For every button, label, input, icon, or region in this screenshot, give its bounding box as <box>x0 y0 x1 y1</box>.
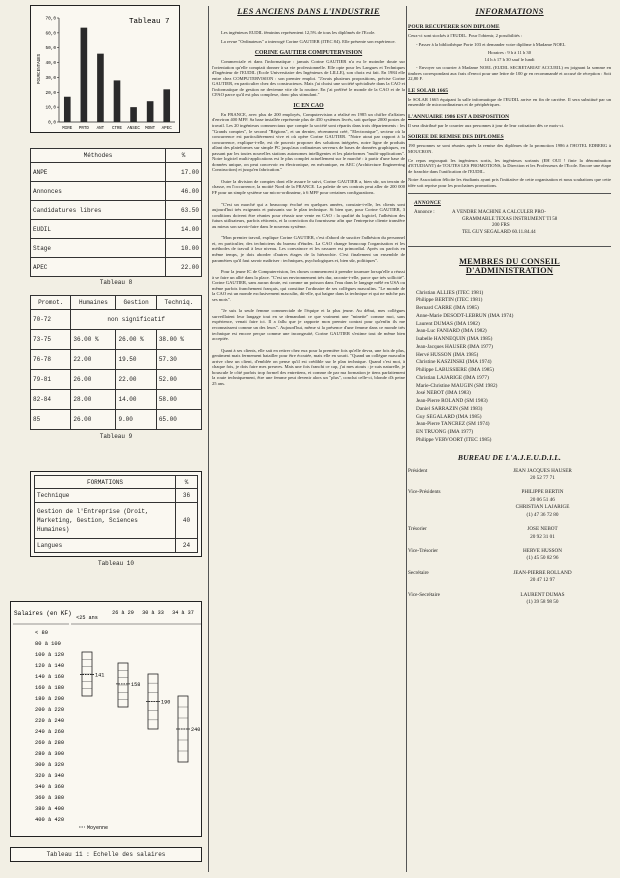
y-tick-label: 20,0 <box>45 90 56 96</box>
annonce-line-3: 200 FRS <box>492 223 510 229</box>
bureau-entry <box>408 526 611 541</box>
bureau-entry <box>408 548 611 563</box>
promo-value-t: 52.00 <box>156 370 201 390</box>
member-item: Anne-Marie DESODT-LEBRUN (IMA 1974) <box>416 312 514 319</box>
middle-column <box>212 6 405 872</box>
divider-annonce <box>408 193 611 194</box>
promo-value-h: 28.00 <box>71 390 116 410</box>
annonce-label: Annonce : <box>414 210 435 216</box>
promo-value-g: 22.00 <box>116 370 156 390</box>
caption-tableau-11: Tableau 11 : Echelle des salaires <box>46 851 166 858</box>
bar <box>163 89 170 122</box>
section2-paragraph: Quant à ses clients, elle sait en retirer chez eux pour la première fois qu'elle devra, une fois de plus, gentiment mais fermement batailler pour être écoutée, mais elle en sourit. "Quand un collègue masculin arrive chez un client, d'emblée on pense qu'il est crédible sur le plan technique. Quand c'est moi, à chaque fois, je dois faire mes preuves. Mais une fois franchi ce cap, j'ai mes atouts : je suis naturelle, je bouscule le côté parfois trop formel des entretiens, et comme de par ma formation je tiens parfaitement la route techniquement, être une femme peut devenir alors un "plus", conclut celle-ci, blonde d'à peine 25 ans. <box>212 347 405 386</box>
bureau-contact-line: PHILIPPE BERTIN <box>521 489 564 496</box>
article-title: LES ANCIENS DANS L'INDUSTRIE <box>237 6 380 16</box>
salary-range-label: 100 à 120 <box>35 652 65 658</box>
diploma-hours-1: Horaires : 9 h à 11 h 30 <box>487 50 532 56</box>
divider-conseil <box>408 246 611 247</box>
col-header-promot: Promot. <box>31 296 71 310</box>
member-item: Bernard CARRE (IMA 1985) <box>416 305 479 312</box>
member-item: EN TRUONG (IMA 1977) <box>416 429 474 436</box>
bureau-list <box>408 468 611 607</box>
member-item: Jean-Jacques HAUSER (IMA 1977) <box>416 343 493 350</box>
table-methodes <box>30 148 202 286</box>
promo-value-h: 26.00 <box>71 410 116 430</box>
salary-header-label: Salaires (en KF) <box>14 610 72 617</box>
salary-range-label: 180 à 200 <box>35 696 65 702</box>
diploma-hours-2: 14 h à 17 h 30 sauf le lundi <box>484 56 535 62</box>
caption-tableau-9: Tableau 9 <box>99 433 133 440</box>
promo-years: 85 <box>31 410 71 430</box>
caption-tableau-10: Tableau 10 <box>97 560 134 567</box>
chart-salaires <box>10 601 202 837</box>
bureau-role: Vice-Secrétaire <box>408 591 440 598</box>
bureau-contact <box>474 548 611 563</box>
promo-years: 82-84 <box>31 390 71 410</box>
bureau-contact <box>474 570 611 585</box>
member-item: Jean-Pierre ROLAND (SM 1983) <box>416 398 488 405</box>
promo-value-g: 9.00 <box>116 410 156 430</box>
y-tick-label: 60,0 <box>45 31 56 37</box>
bureau-contact <box>474 526 611 541</box>
bar <box>147 101 154 122</box>
mean-value-label: 190 <box>161 699 171 706</box>
bureau-contact-line: JOSE NEBOT <box>527 526 558 533</box>
member-item: Christian LAJARIGE (IMA 1977) <box>416 374 489 381</box>
bureau-role: Président <box>408 467 428 474</box>
formation-label: Langues <box>35 539 176 553</box>
table-row <box>35 489 198 503</box>
salary-range-label: < 80 <box>35 630 48 636</box>
salary-range-label: 360 à 380 <box>35 795 65 801</box>
salary-range-label: 380 à 400 <box>35 806 65 812</box>
salary-range-label: 260 à 280 <box>35 740 65 746</box>
salary-range-label: 320 à 340 <box>35 773 65 779</box>
bureau-contact-line: LAURENT DUMAS <box>520 591 565 598</box>
left-column <box>14 5 202 873</box>
column-divider-2 <box>406 6 407 872</box>
salary-range-label: 220 à 240 <box>35 718 65 724</box>
promo-value-h: 26.00 <box>71 370 116 390</box>
caption-tableau-11-box <box>10 847 202 862</box>
methode-value: 63.50 <box>166 201 202 220</box>
age-group-label: 30 à 33 <box>142 610 164 616</box>
salary-range-label: 140 à 160 <box>35 674 65 680</box>
chart-y-label: POURCENTAGES <box>38 53 42 84</box>
member-item: Marie-Christine MAUGIN (SM 1982) <box>416 382 498 389</box>
bureau-title: BUREAU DE L'A.J.E.U.D.I.L. <box>457 452 562 462</box>
table-promotions <box>30 295 202 440</box>
methode-label: APEC <box>31 258 166 277</box>
promo-value-g: 19.50 <box>116 350 156 370</box>
legend-moyenne: Moyenne <box>87 825 109 831</box>
promo-value-t: 65.00 <box>156 410 201 430</box>
soiree-text-1: 190 personnes se sont réunies après la remise des diplômes de la promotion 1986 à l'HOTEL EDBERG à MOUCRON. <box>408 143 611 155</box>
article-subtitle-ic-cao: IC EN CAO <box>293 102 324 109</box>
col-header-formations-percent: % <box>176 476 198 489</box>
bureau-contact-line: CHRISTIAN LAJARIGE <box>515 504 570 511</box>
mean-value-label: 240 <box>191 727 201 733</box>
x-tick-label: APEC <box>161 127 172 131</box>
methode-value: 17.00 <box>166 163 202 182</box>
y-tick-label: 40,0 <box>45 61 56 67</box>
bureau-entry <box>408 489 611 519</box>
x-tick-label: MIRE <box>62 127 73 131</box>
y-tick-label: 10,0 <box>45 105 56 111</box>
promo-years: 76-78 <box>31 350 71 370</box>
methode-label: ANPE <box>31 163 166 182</box>
member-item: Philippe BERTIN (ITEC 1981) <box>416 297 483 304</box>
soiree-text-2: Ce repas regroupait les ingénieurs sortis, les ingénieurs sortants (EH OUI ! finie la dénomination d'ETUDIANT) de TOUTES LES PROMOTIONS, la Direction et les Professeurs de l'Ecole. Encore une étape de franchie dans l'unification de l'EUDIL. <box>408 157 611 174</box>
x-tick-label: ANT <box>96 127 105 131</box>
methode-value: 22.00 <box>166 258 202 277</box>
promo-years: 79-81 <box>31 370 71 390</box>
salary-range-label: 240 à 260 <box>35 729 65 735</box>
section2-paragraph: "Je suis la seule femme commerciale de l'équipe et la plus jeune. Au début, mes collègues surveillaient leur langage tout en se demandant ce que vraiment une "minette" comme moi, sans expérience, venait faire ici. Il a fallu que je rapporte mon premier contrat pour qu'enfin ils me reconnaissent comme un des leurs". Aujourd'hui, même si la présence d'une femme dans ce monde très technique est encore perçue comme une incongruité, Corine GAUTIER s'estime tout de même bien acceptée. <box>212 308 405 342</box>
table-row <box>31 330 202 350</box>
promo-value-g: 26.00 % <box>116 330 156 350</box>
age-group-label: 34 à 37 <box>172 610 194 616</box>
salary-range-label: 120 à 140 <box>35 663 65 669</box>
col-header-percent: % <box>166 149 202 163</box>
salary-range-label: 280 à 300 <box>35 751 65 757</box>
section2-paragraph: "Mon premier travail, explique Corine GAUTIER, c'est d'abord de susciter l'adhésion du personnel et, en particulier, des techniciens du bureau d'études. La CAO change beaucoup l'organisation et les méthodes de travail à leur niveau. Les convaincre et les rassurer est primordial. Après ou parfois en même temps, je dois aborder d'autres étages de la hiérarchie. C'est finalement un ensemble de paramètres qu'il faut savoir maîtriser : techniques, psychologiques et, bien sûr, politiques". <box>212 235 405 263</box>
bureau-contact-line: 20 47 12 97 <box>530 577 555 584</box>
soiree-heading: SOIREE DE REMISE DES DIPLOMES <box>408 134 504 141</box>
col-header-gestion: Gestion <box>116 296 156 310</box>
bar <box>64 97 71 122</box>
promo-value-g: 14.00 <box>116 390 156 410</box>
member-item: Laurent DUMAS (IMA 1982) <box>416 320 480 327</box>
section2-paragraph: Pour la jeune IC de Computervision, les choses commencent à prendre tournure lorsqu'elle a réussi à se faire un allié dans la place. "C'est un environnement très dur, raconte-t-elle, parce que très sollicité". Corine GAUTIER, sans aucun doute, est comme un poisson dans l'eau dans le langage mêlé en USA ou même parfois franchement français, qui constitue l'ordinaire de ses collègues masculins. "Le monde de la CAO est un monde exclusivement masculin, dit-elle, qui baigne dans la technique et qui ne mâche pas ses mots". <box>212 269 405 302</box>
annonce-line-1: A VENDRE MACHINE A CALCULER PRO- <box>452 210 546 216</box>
methode-label: EUDIL <box>31 220 166 239</box>
table-row <box>31 390 202 410</box>
intro-paragraph-1: Les ingénieurs EUDIL féminins représentent 12,5% de tous les diplômés de l'Ecole. <box>221 30 376 35</box>
table-row <box>31 310 202 330</box>
table-row <box>31 350 202 370</box>
right-column <box>408 6 611 872</box>
table-row <box>35 539 198 553</box>
salary-range-label: 300 à 320 <box>35 762 65 768</box>
solar-heading: LE SOLAR 1665 <box>408 87 449 94</box>
col-header-humaines: Humaines <box>71 296 116 310</box>
promo-value-h: 22.00 <box>71 350 116 370</box>
promo-merged-cell: non significatif <box>71 310 202 330</box>
member-item: Philippe VERVOORT (ITEC 1985) <box>416 436 492 443</box>
table-row <box>31 258 202 277</box>
bureau-contact-line: 20 52 77 71 <box>530 475 555 482</box>
member-item: José NEBOT (IMA 1983) <box>416 390 471 397</box>
bureau-entry <box>408 570 611 585</box>
bar <box>114 80 121 122</box>
table-row <box>31 220 202 239</box>
methode-value: 46.00 <box>166 182 202 201</box>
bureau-contact-line: HERVE HUSSON <box>523 547 562 554</box>
x-tick-label: CTRE <box>111 127 123 131</box>
chart-title: Tableau 7 <box>129 18 170 26</box>
bureau-role: Vice-Présidents <box>408 489 441 496</box>
member-item: Hervé HUSSON (IMA 1985) <box>416 351 479 358</box>
article-subtitle-computervision: CORINE GAUTIER COMPUTERVISION <box>254 50 363 57</box>
salary-scale-chart <box>11 602 203 838</box>
bureau-contact-line: (1) 45 50 82 96 <box>526 555 559 562</box>
caption-tableau-8: Tableau 8 <box>99 279 133 286</box>
bureau-contact-line: (1) 39 58 98 50 <box>526 598 559 605</box>
formation-label: Technique <box>35 489 176 503</box>
member-item: Jean-Pierre TANCREZ (SM 1974) <box>416 421 490 428</box>
section2-paragraph: "C'est un marché qui a beaucoup évolué en quelques années, constate-t-elle, les clients sont aujourd'hui très exigeants et puissants sur le plan technique. Si bien que, pour Corine GAUTIER, 3 conditions doivent être réunies pour réussir une vente en CAO : la qualité du logiciel, l'adhésion des futurs utilisateurs, parfois réticents, et la conviction du fournisseur afin que l'entreprise cliente transfère au mieux son savoir-faire dans le nouveau système. <box>212 201 405 229</box>
promo-value-t: 38.00 % <box>156 330 201 350</box>
table-row <box>31 239 202 258</box>
bureau-contact-line: (1) 47 36 72 80 <box>526 511 559 518</box>
x-tick-label: PRTD <box>78 127 89 131</box>
member-item: Christine KASZINSKI (IMA 1974) <box>416 359 492 366</box>
member-item: Jean-Luc FANIARD (IMA 1982) <box>416 328 487 335</box>
col-header-methodes: Méthodes <box>31 149 166 163</box>
diploma-heading: POUR RECUPERER SON DIPLOME <box>408 24 500 30</box>
bureau-contact-line: 20 92 31 01 <box>530 533 555 540</box>
age-group-label: <25 ans <box>76 615 98 621</box>
promo-years: 70-72 <box>31 310 71 330</box>
y-tick-label: 50,0 <box>45 46 56 52</box>
col-header-techniq: Techniq. <box>156 296 201 310</box>
mean-value-label: 158 <box>131 681 141 688</box>
section1-paragraph: Commerciale et dans l'informatique : jamais Corine GAUTIER n'a eu le moindre doute sur l'orientation qu'elle comptait donner à sa vie professionnelle. Elle opte pour les Langues et Techniques d'Ingénieur de l'EUDIL (Ecole Universitaire des Ingénieurs de LILLE), son choix est fait. En 1984 elle entre chez COMPUTERVISION : son premier emploi. "J'avais plusieurs propositions, précise Corine GAUTIER, en particulier chez des constructeurs. Mais j'ai choisi une société spécialisée dans la CAO et l'informatique de gestion ne devienne vite de la routine. En j'ai préféré le monde de la CAO et de la CFAO parce qu'il est plus complexe, donc plus stimulant." <box>212 59 405 98</box>
formation-value: 40 <box>176 503 198 539</box>
table-row <box>31 163 202 182</box>
x-tick-label: ANSEC <box>127 127 140 131</box>
table-row <box>31 182 202 201</box>
bureau-role: Vice-Trésorier <box>408 547 439 554</box>
salary-range-label: 80 à 100 <box>35 641 61 647</box>
bureau-entry <box>408 592 611 607</box>
salary-range-label: 340 à 360 <box>35 784 65 790</box>
bureau-contact-line: 20 06 51 46 <box>530 496 555 503</box>
table-row <box>35 503 198 539</box>
formation-value: 24 <box>176 539 198 553</box>
annonce-line-2: GRAMMABLE TEXAS INSTRUMENT TI 58 <box>462 216 558 222</box>
annonce-line-4: TEL GUY SEGALARD 60.11.84.44 <box>462 230 536 236</box>
salary-range-label: 160 à 180 <box>35 685 65 691</box>
member-item: Christian ALLIES (ITEC 1981) <box>416 289 484 296</box>
mean-value-label: 141 <box>95 672 105 679</box>
age-group-label: 26 à 29 <box>112 610 134 616</box>
methode-label: Annonces <box>31 182 166 201</box>
table-row <box>31 370 202 390</box>
x-tick-label: MONT <box>145 127 156 131</box>
bureau-contact <box>474 489 611 519</box>
bureau-contact-line: JEAN JACQUES HAUSER <box>513 467 572 474</box>
section2-paragraph: Outre la division de comptes dont elle assure le suivi, Corine GAUTIER a, bien sûr, un terrain de chasse, en l'occurrence, la moitié Nord de la FRANCE. La palette de ses contrats peut aller de 200 000 FF pour un simple système sur micro-ordinateur, à 6 MFF pour certaines configurations. <box>212 178 405 196</box>
y-tick-label: 0,0 <box>48 120 56 126</box>
annonce-block <box>408 210 611 236</box>
methode-label: Candidatures libres <box>31 201 166 220</box>
bureau-contact <box>474 592 611 607</box>
table-formations <box>30 471 202 567</box>
annuaire-heading: L'ANNUAIRE 1986 EST A DISPOSITION <box>408 113 510 120</box>
methode-value: 10.00 <box>166 239 202 258</box>
informations-title: INFORMATIONS <box>475 6 544 16</box>
bar <box>81 28 88 122</box>
diploma-option-1: - Passer à la bibliothèque Porte 103 et demander votre diplôme à Madame NOEL <box>416 41 566 47</box>
promo-value-h: 36.00 % <box>71 330 116 350</box>
annonce-lines <box>452 210 611 236</box>
formation-label: Gestion de l'Entreprise (Droit, Marketing, Gestion, Sciences Humaines) <box>35 503 176 539</box>
table-row <box>31 410 202 430</box>
section2-paragraph: En FRANCE, avec plus de 200 employés, Computervision a réalisé en 1985 un chiffre d'affaires d'environ 400 MFF. Sa base installée représente plus de 450 systèmes livrés, soit quelque 2000 postes de travail. Les 20 ingénieurs commerciaux que compte la société sont répartis dans trois départements : les "Grands comptes", le second "Régions", et un dernier, récemment créé, "Electronique", secteur où la concurrence est particulièrement vive et où opère Corine GAUTIER. "Notre atout par rapport à la concurrence, explique-t-elle, est de pouvoir proposer des solutions intégrées, notre ligne de produits allant des plateformes sur simple PC jusqu'aux ordinateurs serveurs de bases de données graphiques, en passant par les toutes nouvelles stations autonomes intelligentes et les plateformes "multi-applications". Notre logiciel multi-applications est le plus complet actuellement sur le marché : à partir d'une base de données unique, on peut concevoir en électronique, en mécanique, en AEC (Architecture Engineering Construction) et jusqu'en fabrication." <box>212 111 405 173</box>
bar-chart <box>31 6 181 134</box>
bureau-contact <box>474 468 611 483</box>
member-item: Daniel SARRAZIN (SM 1983) <box>416 405 483 412</box>
promo-years: 73-75 <box>31 330 71 350</box>
annuaire-text: Il sera distribué par le courrier aux personnes à jour de leur cotisation dès ce mois-ci. <box>408 122 565 128</box>
methode-value: 14.00 <box>166 220 202 239</box>
diploma-option-2: - Envoyer un courrier à Madame NOEL (EUDIL SECRETARIAT ACCUEIL) en joignant la somme en timbres correspondant aux frais d'envoi pour une lettre de 100 gr en recommandé et accusé de réception : Soit 22,80 F. <box>408 65 611 82</box>
formation-value: 36 <box>176 489 198 503</box>
column-divider-1 <box>208 6 209 872</box>
promo-value-t: 58.00 <box>156 390 201 410</box>
intro-paragraph-2: La revue "Ordinateurs" a interrogé Corine GAUTIER (ITEC 84). Elle présente son expérience. <box>221 38 396 44</box>
bureau-contact-line: JEAN-PIERRE ROLLAND <box>513 569 572 576</box>
solar-text: le SOLAR 1665 équipant la salle informatique de l'EUDIL arrive en fin de carrière. Il sera substitué par un ensemble de microordinateurs et de périphériques. <box>408 96 611 108</box>
bureau-entry <box>408 468 611 483</box>
member-item: Isabelle HANNEQUIN (IMA 1985) <box>416 336 493 343</box>
methode-label: Stage <box>31 239 166 258</box>
member-item: Guy SEGALARD (IMA 1985) <box>416 413 482 420</box>
annonce-heading: ANNONCE <box>414 200 441 207</box>
salary-range-label: 200 à 220 <box>35 707 65 713</box>
salary-range-label: 400 à 420 <box>35 817 65 823</box>
bureau-role: Secrétaire <box>408 569 429 576</box>
bar <box>97 54 104 122</box>
col-header-formations: FORMATIONS <box>35 476 176 489</box>
y-tick-label: 70,0 <box>45 16 56 22</box>
table-row <box>31 201 202 220</box>
bureau-role: Trésorier <box>408 526 427 533</box>
y-tick-label: 30,0 <box>45 75 56 81</box>
section2-body <box>212 112 405 387</box>
chart-tableau-7 <box>30 5 180 133</box>
bar <box>130 107 137 122</box>
diploma-intro: Ceux-ci sont stockés à l'EUDIL. Pour l'obtenir, 2 possibilités : <box>408 33 523 38</box>
conseil-title: MEMBRES DU CONSEIL D'ADMINISTRATION <box>459 256 560 275</box>
soiree-text-3: Notre Association félicite les étudiants ayant pris l'initiative de cette organisation et nous souhaitons que cette idée soit reprise pour les prochaines promotions. <box>408 177 611 188</box>
members-list <box>408 290 611 445</box>
promo-value-t: 57.30 <box>156 350 201 370</box>
member-item: Philippe LABUSSIERE (IMA 1985) <box>416 367 494 374</box>
